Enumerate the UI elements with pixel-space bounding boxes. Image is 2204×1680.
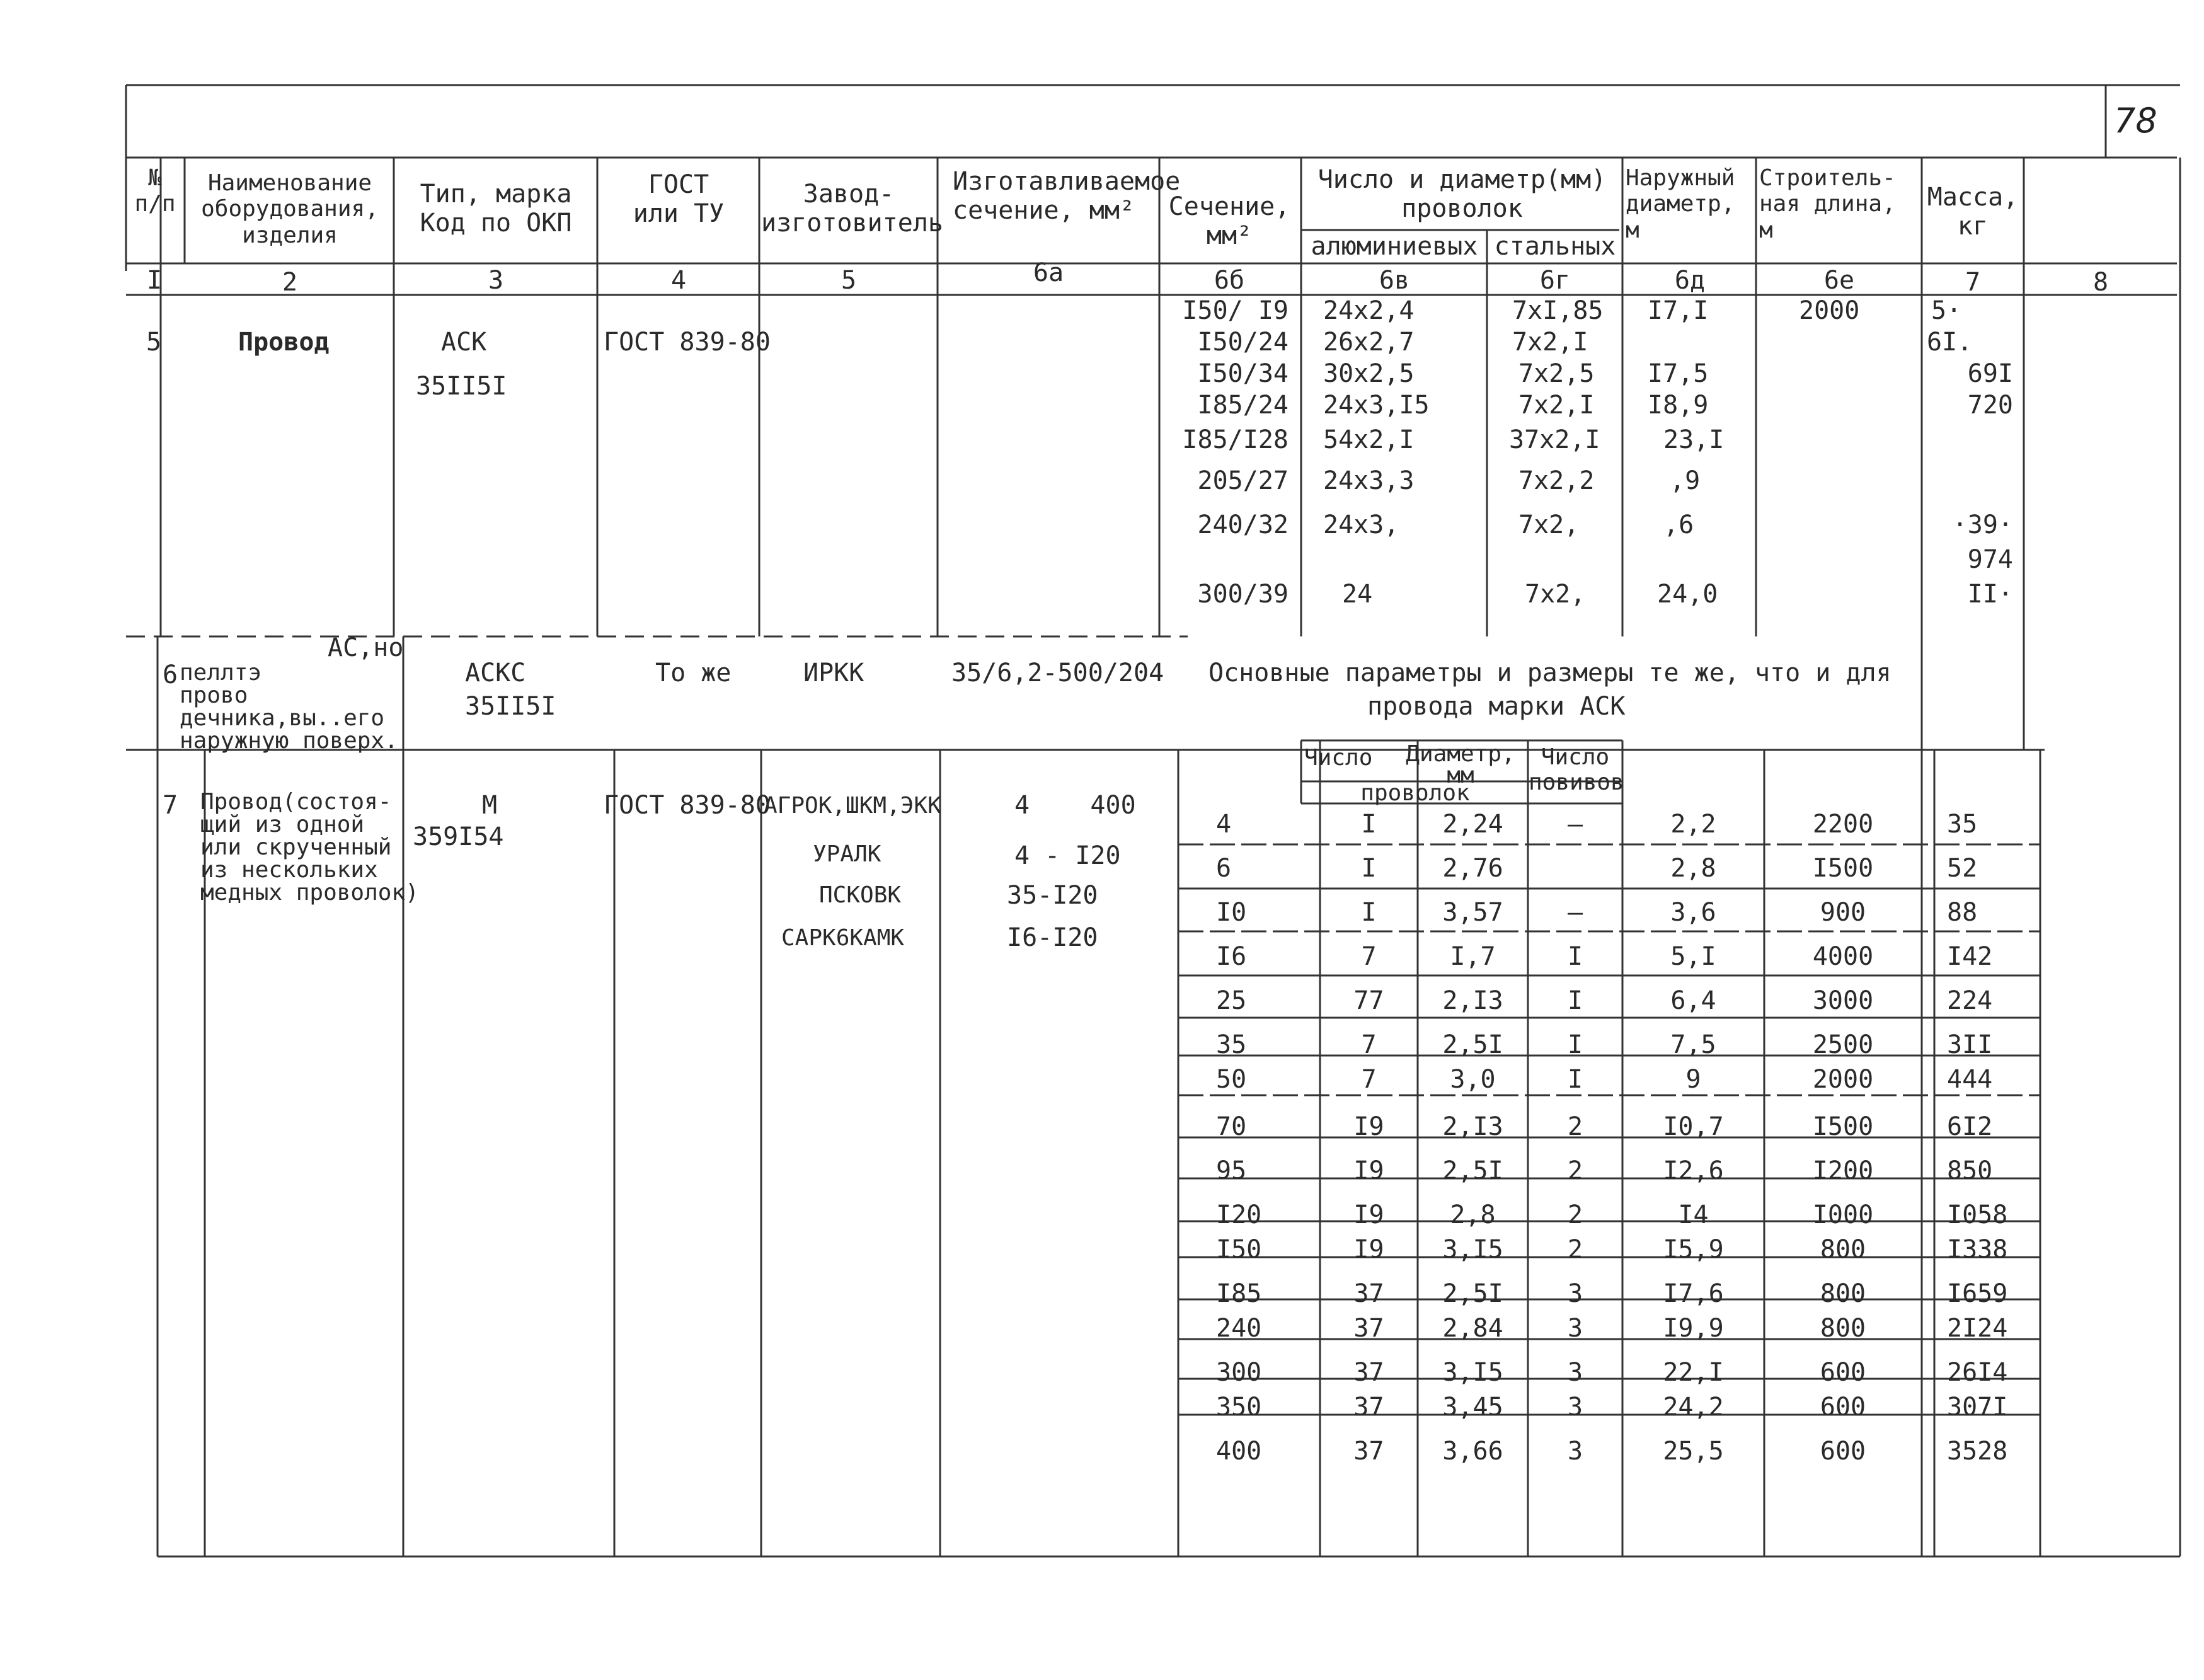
row7-mass: I42: [1947, 942, 1993, 971]
row6-number: 6: [163, 660, 178, 689]
row7-outer-diameter: 2,2: [1670, 810, 1716, 839]
row7-twist-count: I: [1567, 986, 1583, 1015]
row7-length: 2500: [1812, 1030, 1874, 1059]
row7-twist-count: 3: [1567, 1437, 1583, 1466]
row7-length: 600: [1820, 1393, 1866, 1422]
row5-aluminium: 24: [1342, 580, 1373, 609]
row6-type: АСКС: [465, 659, 526, 688]
row5-steel: 7x2,: [1518, 510, 1580, 539]
row7-outer-diameter: 5,I: [1670, 942, 1716, 971]
row6-gost: То же: [655, 659, 732, 688]
colnum-6b: 6б: [1214, 266, 1245, 295]
row5-length: 2000: [1799, 296, 1860, 325]
row7-twist-count: 2: [1567, 1200, 1583, 1229]
row7-section: 350: [1216, 1393, 1262, 1422]
header-aluminium: алюминиевых: [1311, 232, 1478, 261]
row7-section: 400: [1216, 1437, 1262, 1466]
row7-wire-diameter: 2,I3: [1442, 986, 1503, 1015]
row7-length: 2000: [1812, 1065, 1874, 1094]
header-maker: Завод- изготовитель: [761, 180, 943, 238]
row7-length: I200: [1812, 1156, 1874, 1185]
row7-section: I50: [1216, 1235, 1262, 1264]
row7-subheader-number: Число: [1304, 745, 1373, 771]
row5-aluminium: 26x2,7: [1323, 328, 1415, 357]
row5-aluminium: 54x2,I: [1323, 425, 1415, 454]
row7-range: 35-I20: [1007, 881, 1098, 910]
row7-section: I6: [1216, 942, 1247, 971]
row7-twist-count: 3: [1567, 1279, 1583, 1308]
row7-type: М: [482, 791, 498, 820]
row7-subheader-diameter: Диаметр, мм: [1406, 741, 1515, 789]
row7-length: I500: [1812, 1112, 1874, 1141]
row7-section: 25: [1216, 986, 1247, 1015]
row6-name-top: АС,но: [328, 633, 404, 662]
colnum-3: 3: [488, 266, 504, 295]
row7-twist-count: 2: [1567, 1112, 1583, 1141]
colnum-6e: 6е: [1823, 266, 1855, 295]
row7-length: 600: [1820, 1358, 1866, 1387]
row5-mass: 974: [1967, 545, 2013, 574]
row7-wire-diameter: 2,8: [1450, 1200, 1496, 1229]
row6-code: 35II5I: [465, 692, 556, 721]
row7-section: 95: [1216, 1156, 1247, 1185]
row6-range: 35/6,2-500/204: [951, 659, 1164, 688]
row7-outer-diameter: 6,4: [1670, 986, 1716, 1015]
page-number: 78: [2114, 101, 2157, 141]
row7-wire-count: I9: [1353, 1112, 1384, 1141]
header-range: Изготавливаемое сечение, мм²: [953, 167, 1181, 225]
row7-number: 7: [163, 791, 178, 820]
row7-outer-diameter: I0,7: [1663, 1112, 1724, 1141]
row7-length: 4000: [1812, 942, 1874, 971]
colnum-6g: 6г: [1539, 266, 1571, 295]
header-outer-diameter: Наружный диаметр, м: [1626, 165, 1735, 243]
row7-wire-count: 37: [1353, 1358, 1384, 1387]
row7-section: I85: [1216, 1279, 1262, 1308]
row7-twist-count: I: [1567, 1065, 1583, 1094]
row7-mass: I058: [1947, 1200, 2008, 1229]
row5-outer-diameter: I8,9: [1648, 391, 1709, 420]
row7-wire-diameter: 2,5I: [1442, 1030, 1503, 1059]
row7-gost: ГОСТ 839-80: [604, 791, 771, 820]
header-number: № п/п: [134, 165, 176, 217]
row7-twist-count: 3: [1567, 1393, 1583, 1422]
row7-wire-count: I9: [1353, 1156, 1384, 1185]
row7-wire-count: I9: [1353, 1235, 1384, 1264]
row7-wire-count: 7: [1361, 1065, 1377, 1094]
row5-aluminium: 24x3,3: [1323, 466, 1415, 495]
row7-wire-count: I9: [1353, 1200, 1384, 1229]
row5-aluminium: 30x2,5: [1323, 359, 1415, 388]
colnum-4: 4: [670, 266, 687, 295]
row7-mass: 3528: [1947, 1437, 2008, 1466]
row5-outer-diameter: 24,0: [1657, 580, 1718, 609]
colnum-6a: 6а: [1033, 258, 1064, 287]
header-name: Наименование оборудования, изделия: [201, 170, 379, 248]
row7-twist-count: 2: [1567, 1156, 1583, 1185]
row5-section: I50/34: [1197, 359, 1289, 388]
row7-mass: I338: [1947, 1235, 2008, 1264]
colnum-8: 8: [2092, 268, 2109, 297]
row7-name: Провод(состоя- щий из одной или скрученный из нескольких медных проволок): [200, 789, 419, 906]
row7-outer-diameter: I4: [1678, 1200, 1709, 1229]
row7-code: 359I54: [413, 822, 504, 851]
row7-section: 240: [1216, 1314, 1262, 1343]
row5-section: I85/24: [1197, 391, 1289, 420]
row7-wire-diameter: 3,57: [1442, 898, 1503, 927]
row7-wire-count: 37: [1353, 1279, 1384, 1308]
row7-mass: 307I: [1947, 1393, 2008, 1422]
row7-length: 800: [1820, 1279, 1866, 1308]
row7-outer-diameter: I9,9: [1663, 1314, 1724, 1343]
row7-wire-count: 37: [1353, 1393, 1384, 1422]
row5-steel: 7x2,I: [1518, 391, 1595, 420]
row7-wire-count: 37: [1353, 1314, 1384, 1343]
row7-section: 50: [1216, 1065, 1247, 1094]
row5-steel: 7x2,2: [1518, 466, 1595, 495]
row5-aluminium: 24x3,: [1323, 510, 1399, 539]
row7-wire-diameter: 2,5I: [1442, 1279, 1503, 1308]
row7-length: 3000: [1812, 986, 1874, 1015]
row7-outer-diameter: 24,2: [1663, 1393, 1724, 1422]
row5-steel: 7x2,I: [1512, 328, 1588, 357]
row7-twist-count: I: [1567, 1030, 1583, 1059]
row6-note-line2: провода марки АСК: [1367, 692, 1626, 721]
row5-type: АСК: [441, 328, 487, 357]
row7-length: 900: [1820, 898, 1866, 927]
row5-mass: II·: [1967, 580, 2013, 609]
header-wires-group: Число и диаметр(мм) проволок: [1317, 165, 1607, 223]
row5-outer-diameter: I7,5: [1648, 359, 1709, 388]
row7-outer-diameter: I7,6: [1663, 1279, 1724, 1308]
colnum-5: 5: [841, 266, 857, 295]
header-gost: ГОСТ или ТУ: [633, 170, 725, 228]
row7-mass: I659: [1947, 1279, 2008, 1308]
row7-wire-diameter: 3,0: [1450, 1065, 1496, 1094]
row5-section: 205/27: [1197, 466, 1289, 495]
row5-section: I50/ I9: [1182, 296, 1289, 325]
row5-gost: ГОСТ 839-80: [604, 328, 771, 357]
row7-subheader-wires: проволок: [1360, 780, 1470, 806]
row7-wire-diameter: 2,24: [1442, 810, 1503, 839]
row5-section: 240/32: [1197, 510, 1289, 539]
row5-number: 5: [146, 328, 162, 357]
row7-outer-diameter: I2,6: [1663, 1156, 1724, 1185]
row7-maker: УРАЛК: [813, 841, 881, 867]
row5-steel: 7x2,5: [1518, 359, 1595, 388]
row7-wire-diameter: 3,I5: [1442, 1235, 1503, 1264]
row7-outer-diameter: 9: [1685, 1065, 1701, 1094]
row5-code: 35II5I: [416, 372, 507, 401]
row7-outer-diameter: I5,9: [1663, 1235, 1724, 1264]
row7-length: I500: [1812, 854, 1874, 883]
row7-mass: 6I2: [1947, 1112, 1993, 1141]
row7-mass: 224: [1947, 986, 1993, 1015]
row7-length: I000: [1812, 1200, 1874, 1229]
header-type: Тип, марка Код по ОКП: [420, 180, 572, 238]
row7-wire-diameter: 2,76: [1442, 854, 1503, 883]
row7-length: 800: [1820, 1235, 1866, 1264]
row6-name: пеллтэ прово дечника,вы..его наружную поверх.: [180, 660, 398, 754]
row7-wire-diameter: I,7: [1450, 942, 1496, 971]
row7-subheader-twists: Число повивов: [1529, 744, 1624, 795]
row7-outer-diameter: 2,8: [1670, 854, 1716, 883]
row7-section: 35: [1216, 1030, 1247, 1059]
row7-range: I6-I20: [1007, 923, 1098, 952]
row7-length: 2200: [1812, 810, 1874, 839]
row7-mass: 35: [1947, 810, 1978, 839]
row7-wire-diameter: 2,I3: [1442, 1112, 1503, 1141]
row7-twist-count: 3: [1567, 1314, 1583, 1343]
row5-mass: 5·: [1931, 296, 1962, 325]
row5-steel: 37x2,I: [1509, 425, 1600, 454]
row7-mass: 88: [1947, 898, 1978, 927]
row7-wire-diameter: 3,66: [1442, 1437, 1503, 1466]
header-length: Строитель- ная длина, м: [1759, 165, 1896, 243]
row7-maker: АГРОК,ШКМ,ЭКК: [764, 793, 941, 819]
row7-wire-count: 37: [1353, 1437, 1384, 1466]
row7-wire-count: I: [1361, 898, 1377, 927]
row7-outer-diameter: 3,6: [1670, 898, 1716, 927]
header-section: Сечение, мм²: [1168, 192, 1290, 250]
row7-wire-count: 77: [1353, 986, 1384, 1015]
row7-twist-count: –: [1567, 810, 1583, 839]
row7-wire-diameter: 3,45: [1442, 1393, 1503, 1422]
row7-section: 4: [1216, 810, 1232, 839]
row7-section: I0: [1216, 898, 1247, 927]
row7-section: I20: [1216, 1200, 1262, 1229]
row7-length: 800: [1820, 1314, 1866, 1343]
row5-mass: 720: [1967, 391, 2013, 420]
row7-mass: 2I24: [1947, 1314, 2008, 1343]
row5-section: I85/I28: [1182, 425, 1289, 454]
colnum-2: 2: [282, 268, 298, 297]
colnum-6v: 6в: [1379, 266, 1410, 295]
row7-outer-diameter: 22,I: [1663, 1358, 1724, 1387]
row5-outer-diameter: ,6: [1663, 510, 1694, 539]
row7-wire-count: 7: [1361, 1030, 1377, 1059]
row7-mass: 850: [1947, 1156, 1993, 1185]
row7-maker: ПСКОВК: [819, 882, 902, 908]
row7-range: 4 400: [1014, 791, 1136, 820]
row7-range: 4 - I20: [1014, 841, 1121, 870]
row5-aluminium: 24x2,4: [1323, 296, 1415, 325]
row7-mass: 3II: [1947, 1030, 1993, 1059]
row7-wire-diameter: 2,5I: [1442, 1156, 1503, 1185]
row7-mass: 444: [1947, 1065, 1993, 1094]
header-mass: Масса, кг: [1927, 183, 2019, 241]
row6-note-line1: Основные параметры и размеры те же, что и для: [1208, 659, 1891, 688]
row5-outer-diameter: I7,I: [1648, 296, 1709, 325]
row5-steel: 7x2,: [1525, 580, 1586, 609]
row7-mass: 26I4: [1947, 1358, 2008, 1387]
row7-mass: 52: [1947, 854, 1978, 883]
row7-outer-diameter: 25,5: [1663, 1437, 1724, 1466]
row7-wire-count: I: [1361, 854, 1377, 883]
row5-outer-diameter: ,9: [1670, 466, 1701, 495]
colnum-6d: 6д: [1674, 266, 1706, 295]
row5-section: 300/39: [1197, 580, 1289, 609]
row7-length: 600: [1820, 1437, 1866, 1466]
row7-section: 70: [1216, 1112, 1247, 1141]
row5-aluminium: 24x3,I5: [1323, 391, 1430, 420]
row7-wire-diameter: 3,I5: [1442, 1358, 1503, 1387]
row7-section: 300: [1216, 1358, 1262, 1387]
row5-mass: 6I.: [1927, 328, 1973, 357]
row5-section: I50/24: [1197, 328, 1289, 357]
row7-wire-count: 7: [1361, 942, 1377, 971]
row6-maker: ИРКК: [803, 659, 864, 688]
header-steel: стальных: [1494, 232, 1616, 261]
colnum-1: I: [146, 266, 163, 295]
row5-outer-diameter: 23,I: [1663, 425, 1725, 454]
row5-mass: 69I: [1967, 359, 2013, 388]
row7-wire-diameter: 2,84: [1442, 1314, 1503, 1343]
row7-maker: САРК6КАМК: [781, 925, 905, 951]
row7-outer-diameter: 7,5: [1670, 1030, 1716, 1059]
row5-steel: 7xI,85: [1512, 296, 1604, 325]
row7-twist-count: 3: [1567, 1358, 1583, 1387]
row5-mass: ·39·: [1952, 510, 2013, 539]
row5-name: Провод: [238, 328, 330, 357]
colnum-7: 7: [1965, 268, 1981, 297]
row7-twist-count: 2: [1567, 1235, 1583, 1264]
row7-section: 6: [1216, 854, 1232, 883]
row7-twist-count: I: [1567, 942, 1583, 971]
row7-twist-count: –: [1567, 898, 1583, 927]
row7-wire-count: I: [1361, 810, 1377, 839]
